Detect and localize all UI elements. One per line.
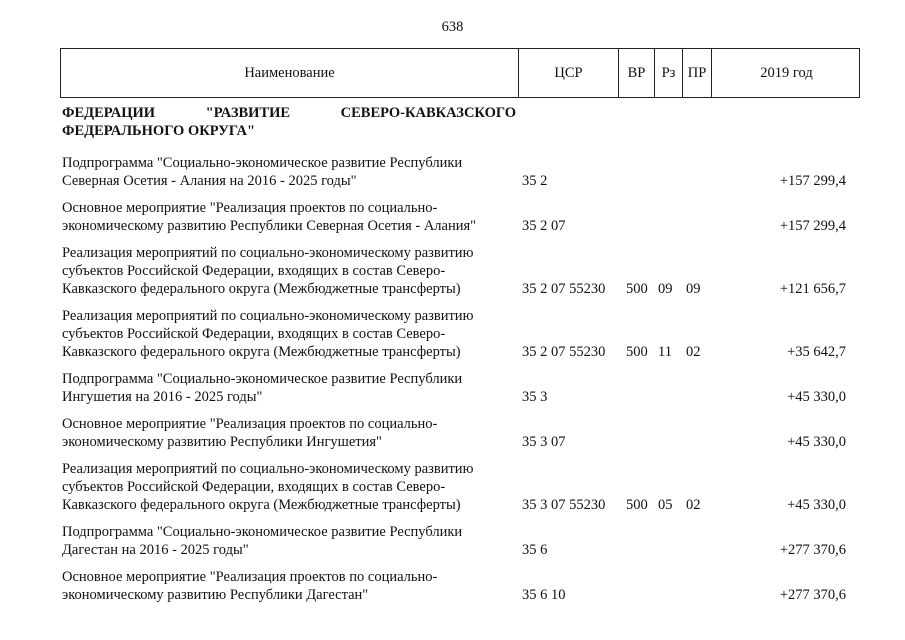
header-csr: ЦСР [519,49,619,97]
row-sum: +157 299,4 [779,173,846,189]
row-sum: +157 299,4 [779,218,846,234]
table-row [60,568,860,604]
row-name-line: субъектов Российской Федерации, входящих в состав Северо- [62,326,446,342]
row-pr: 09 [686,281,701,297]
row-name-line: Подпрограмма "Социально-экономическое развитие Республики [62,155,463,171]
row-name-line: субъектов Российской Федерации, входящих в состав Северо- [62,263,446,279]
row-name-line: экономическому развитию Республики Дагестан" [62,587,369,603]
row-sum-cell [711,460,860,514]
row-name-line: Реализация мероприятий по социально-экономическому развитию [62,461,474,477]
row-name-line: Основное мероприятие "Реализация проектов по социально- [62,200,438,216]
row-rz-cell [654,154,682,190]
row-container [60,154,860,604]
row-pr-cell [682,460,711,514]
row-rz-cell [654,415,682,451]
row-name-line: экономическому развитию Республики Северная Осетия - Алания" [62,218,477,234]
header-year: 2019 год [760,65,813,81]
row-name-line: Дагестан на 2016 - 2025 годы" [62,542,249,558]
row-name-line: Кавказского федерального округа (Межбюджетные трансферты) [62,497,461,513]
table-row [60,154,860,190]
row-sum: +45 330,0 [787,389,846,405]
row-name [60,460,518,514]
row-csr-cell [518,460,618,514]
row-sum: +277 370,6 [779,542,846,558]
header-vr: ВР [619,49,655,97]
section-word: "РАЗВИТИЕ [205,105,291,121]
row-name-line: Подпрограмма "Социально-экономическое развитие Республики [62,524,463,540]
header-name: Наименование [61,49,519,97]
row-name-line: Основное мероприятие "Реализация проектов по социально- [62,416,438,432]
row-pr-cell [682,370,711,406]
row-vr-cell [618,523,654,559]
row-csr: 35 3 07 55230 [522,497,606,513]
section-word: ФЕДЕРАЦИИ [62,105,156,121]
row-pr-cell [682,244,711,298]
row-sum-cell [711,154,860,190]
row-sum-cell [711,307,860,361]
row-vr-cell [618,244,654,298]
row-rz-cell [654,199,682,235]
row-sum-cell [711,244,860,298]
row-pr: 02 [686,344,701,360]
row-csr-cell [518,370,618,406]
row-csr-cell [518,568,618,604]
section-heading-line-1 [62,104,516,122]
row-csr-cell [518,523,618,559]
row-sum: +121 656,7 [779,281,846,297]
row-rz-cell [654,568,682,604]
table-row [60,199,860,235]
row-sum: +45 330,0 [787,434,846,450]
row-name [60,244,518,298]
row-name-line: Реализация мероприятий по социально-экономическому развитию [62,308,474,324]
row-sum-cell [711,523,860,559]
row-csr: 35 2 [522,173,548,189]
row-pr-cell [682,415,711,451]
table-row [60,523,860,559]
row-rz-cell [654,307,682,361]
row-csr: 35 2 07 55230 [522,281,606,297]
row-pr-cell [682,568,711,604]
row-csr: 35 6 [522,542,548,558]
row-pr: 02 [686,497,701,513]
row-pr-cell [682,154,711,190]
row-name [60,199,518,235]
row-csr-cell [518,154,618,190]
row-csr-cell [518,244,618,298]
table-row [60,307,860,361]
row-csr-cell [518,415,618,451]
section-heading-line-2: ФЕДЕРАЛЬНОГО ОКРУГА" [62,123,256,139]
row-name-line: Кавказского федерального округа (Межбюджетные трансферты) [62,281,461,297]
section-heading-row [60,104,860,140]
table-row [60,460,860,514]
row-name-line: Подпрограмма "Социально-экономическое развитие Республики [62,371,463,387]
row-sum-cell [711,199,860,235]
header-rz: Рз [655,49,683,97]
row-csr: 35 2 07 [522,218,566,234]
row-vr-cell [618,199,654,235]
row-csr: 35 2 07 55230 [522,344,606,360]
row-sum: +35 642,7 [787,344,846,360]
row-name [60,523,518,559]
section-heading [60,104,518,140]
row-vr: 500 [626,344,648,360]
row-rz: 09 [658,281,673,297]
row-name-line: экономическому развитию Республики Ингушетия" [62,434,382,450]
row-name [60,415,518,451]
row-csr: 35 6 10 [522,587,566,603]
table-body [60,104,860,613]
row-vr-cell [618,460,654,514]
row-sum: +277 370,6 [779,587,846,603]
row-name [60,154,518,190]
row-rz-cell [654,460,682,514]
row-csr-cell [518,199,618,235]
row-name-line: Кавказского федерального округа (Межбюджетные трансферты) [62,344,461,360]
row-name-line: Реализация мероприятий по социально-экономическому развитию [62,245,474,261]
row-sum-cell [711,568,860,604]
row-name-line: Северная Осетия - Алания на 2016 - 2025 годы" [62,173,357,189]
row-vr-cell [618,154,654,190]
table-row [60,370,860,406]
row-name [60,307,518,361]
table-row [60,244,860,298]
row-vr-cell [618,370,654,406]
row-name [60,568,518,604]
section-word: СЕВЕРО-КАВКАЗСКОГО [340,105,516,121]
row-vr-cell [618,415,654,451]
row-rz: 11 [658,344,672,360]
row-csr: 35 3 [522,389,548,405]
row-rz-cell [654,370,682,406]
row-rz-cell [654,244,682,298]
row-sum-cell [711,370,860,406]
row-csr: 35 3 07 [522,434,566,450]
table-row [60,415,860,451]
row-name-line: Ингушетия на 2016 - 2025 годы" [62,389,263,405]
row-pr-cell [682,307,711,361]
table-header [60,48,860,98]
row-pr-cell [682,199,711,235]
row-name [60,370,518,406]
row-sum: +45 330,0 [787,497,846,513]
row-name-line: Основное мероприятие "Реализация проектов по социально- [62,569,438,585]
row-vr-cell [618,568,654,604]
row-rz: 05 [658,497,673,513]
page-number: 638 [441,19,464,35]
row-csr-cell [518,307,618,361]
row-vr-cell [618,307,654,361]
row-vr: 500 [626,281,648,297]
row-rz-cell [654,523,682,559]
row-name-line: субъектов Российской Федерации, входящих в состав Северо- [62,479,446,495]
row-pr-cell [682,523,711,559]
header-pr: ПР [683,49,712,97]
row-sum-cell [711,415,860,451]
row-vr: 500 [626,497,648,513]
